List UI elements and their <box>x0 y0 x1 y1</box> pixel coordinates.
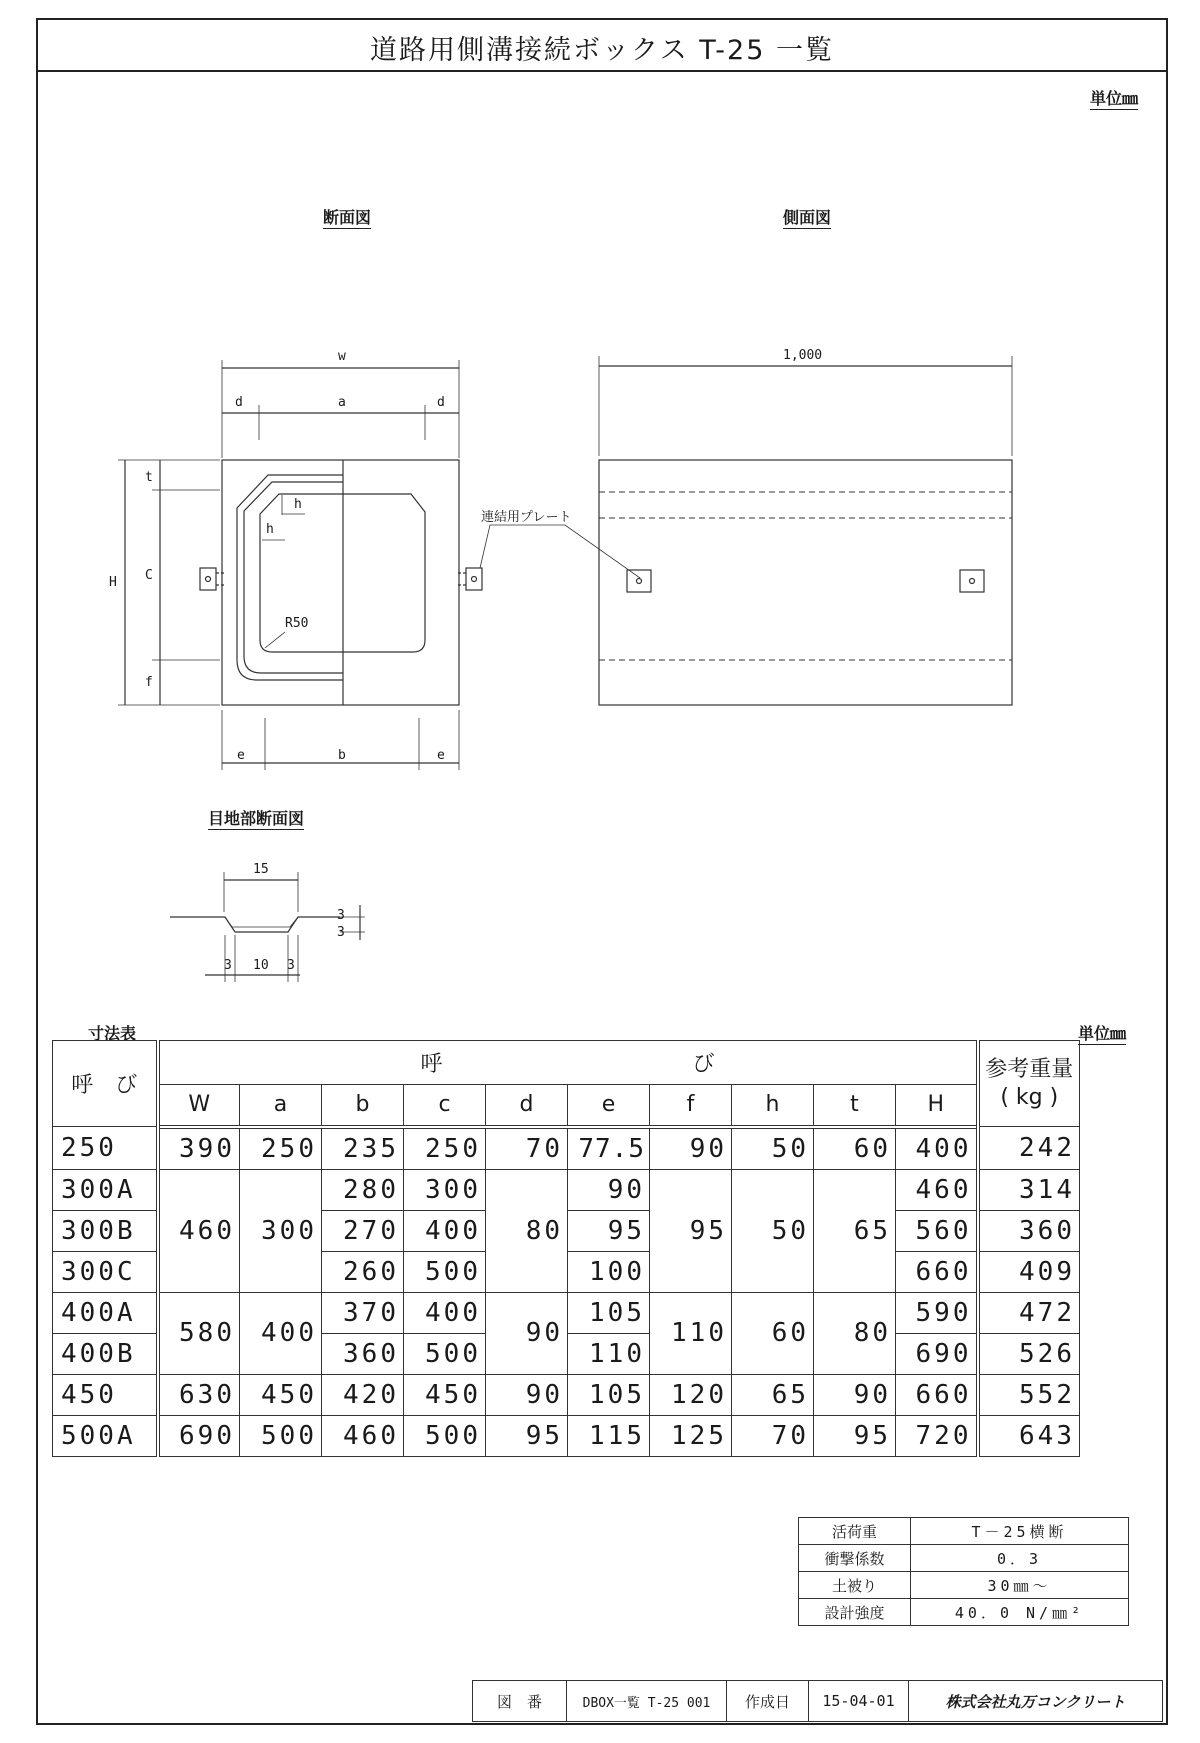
cell-h: 65 <box>732 1374 814 1415</box>
table-unit-label: 単位㎜ <box>1078 1021 1126 1045</box>
cell-H: 400 <box>896 1127 978 1170</box>
cell-d: 70 <box>486 1127 568 1170</box>
dim-t-label: t <box>145 470 153 485</box>
spec-row <box>799 1599 1129 1626</box>
company-name: 株式会社丸万コンクリート <box>909 1681 1163 1722</box>
cell-c: 400 <box>404 1210 486 1251</box>
cell-c: 500 <box>404 1251 486 1292</box>
cell-c: 300 <box>404 1169 486 1210</box>
cell-a: 300 <box>240 1169 322 1292</box>
cell-a: 400 <box>240 1292 322 1374</box>
header-weight: 参考重量 ( kg ) <box>978 1041 1080 1127</box>
col-d: d <box>486 1085 568 1127</box>
cell-t: 60 <box>814 1127 896 1170</box>
joint-dim-3a-label: 3 <box>224 958 232 973</box>
drawing-no-label: 図 番 <box>473 1681 567 1722</box>
col-W: W <box>158 1085 240 1127</box>
joint-dim-3b-label: 3 <box>287 958 295 973</box>
cell-e: 105 <box>568 1374 650 1415</box>
spec-label: 衝撃係数 <box>799 1545 911 1572</box>
cell-H: 460 <box>896 1169 978 1210</box>
cell-b: 420 <box>322 1374 404 1415</box>
spec-label: 設計強度 <box>799 1599 911 1626</box>
cell-c: 400 <box>404 1292 486 1333</box>
connecting-plate-label: 連結用プレート <box>481 510 572 525</box>
dim-h-lower-label: h <box>266 522 274 537</box>
page-title: 道路用側溝接続ボックス T-25 一覧 <box>369 35 834 66</box>
col-h: h <box>732 1085 814 1127</box>
dim-d-right-label: d <box>437 395 445 410</box>
spec-table <box>798 1517 1129 1626</box>
cell-t: 95 <box>814 1415 896 1456</box>
dim-H-label: H <box>109 575 117 590</box>
cell-b: 235 <box>322 1127 404 1170</box>
spec-value: 40．0 N/㎜² <box>911 1599 1129 1626</box>
row-name: 250 <box>53 1127 158 1170</box>
section-view-label: 断面図 <box>323 205 371 229</box>
table-row <box>53 1169 1080 1210</box>
unit-label-top: 単位㎜ <box>1090 86 1138 110</box>
col-a: a <box>240 1085 322 1127</box>
cell-a: 250 <box>240 1127 322 1170</box>
cell-e: 110 <box>568 1333 650 1374</box>
date-value: 15-04-01 <box>809 1681 909 1722</box>
header-group-right: び <box>692 1052 715 1077</box>
dim-h-upper-label: h <box>294 497 302 512</box>
cell-kg: 552 <box>978 1374 1080 1415</box>
cell-e: 95 <box>568 1210 650 1251</box>
joint-dim-15-label: 15 <box>253 862 269 877</box>
cell-b: 370 <box>322 1292 404 1333</box>
row-name: 400A <box>53 1292 158 1333</box>
cell-kg: 360 <box>978 1210 1080 1251</box>
cell-W: 630 <box>158 1374 240 1415</box>
cell-H: 660 <box>896 1374 978 1415</box>
cell-c: 250 <box>404 1127 486 1170</box>
dim-f-label: f <box>145 675 153 690</box>
cell-b: 260 <box>322 1251 404 1292</box>
cell-c: 500 <box>404 1333 486 1374</box>
spec-value: 30㎜～ <box>911 1572 1129 1599</box>
cell-d: 90 <box>486 1292 568 1374</box>
spec-label: 土被り <box>799 1572 911 1599</box>
dim-a-label: a <box>338 395 346 410</box>
cell-h: 50 <box>732 1169 814 1292</box>
side-view-label: 側面図 <box>783 205 831 229</box>
dimension-table <box>52 1040 1080 1457</box>
cell-H: 690 <box>896 1333 978 1374</box>
col-H: H <box>896 1085 978 1127</box>
spec-row <box>799 1518 1129 1545</box>
col-t: t <box>814 1085 896 1127</box>
cell-f: 90 <box>650 1127 732 1170</box>
cell-h: 50 <box>732 1127 814 1170</box>
dim-b-label: b <box>338 748 346 763</box>
cell-kg: 314 <box>978 1169 1080 1210</box>
joint-section-label: 目地部断面図 <box>208 806 304 830</box>
spec-value: T－25横断 <box>911 1518 1129 1545</box>
cell-e: 105 <box>568 1292 650 1333</box>
dim-d-left-label: d <box>235 395 243 410</box>
title-block <box>472 1680 1163 1722</box>
cell-a: 500 <box>240 1415 322 1456</box>
cell-d: 90 <box>486 1374 568 1415</box>
cell-b: 360 <box>322 1333 404 1374</box>
cell-h: 70 <box>732 1415 814 1456</box>
date-label: 作成日 <box>727 1681 809 1722</box>
dim-w-label: w <box>338 349 346 364</box>
cell-a: 450 <box>240 1374 322 1415</box>
cell-W: 690 <box>158 1415 240 1456</box>
cell-t: 80 <box>814 1292 896 1374</box>
cell-b: 270 <box>322 1210 404 1251</box>
cell-b: 460 <box>322 1415 404 1456</box>
row-name: 450 <box>53 1374 158 1415</box>
joint-dim-v3b-label: 3 <box>337 925 345 940</box>
cell-kg: 242 <box>978 1127 1080 1170</box>
col-b: b <box>322 1085 404 1127</box>
cell-kg: 472 <box>978 1292 1080 1333</box>
cell-t: 90 <box>814 1374 896 1415</box>
header-group <box>158 1041 978 1085</box>
cell-e: 90 <box>568 1169 650 1210</box>
cell-e: 77.5 <box>568 1127 650 1170</box>
header-name: 呼 び <box>53 1041 158 1127</box>
cell-h: 60 <box>732 1292 814 1374</box>
cell-c: 500 <box>404 1415 486 1456</box>
dim-r50-label: R50 <box>285 616 309 631</box>
cell-c: 450 <box>404 1374 486 1415</box>
row-name: 300A <box>53 1169 158 1210</box>
cell-H: 660 <box>896 1251 978 1292</box>
dim-e-right-label: e <box>437 748 445 763</box>
dim-length-label: 1,000 <box>783 348 823 363</box>
spec-row <box>799 1545 1129 1572</box>
section-view-drawing <box>118 360 640 770</box>
table-row <box>53 1374 1080 1415</box>
cell-d: 80 <box>486 1169 568 1292</box>
cell-f: 110 <box>650 1292 732 1374</box>
cell-e: 100 <box>568 1251 650 1292</box>
col-c: c <box>404 1085 486 1127</box>
dim-e-left-label: e <box>237 748 245 763</box>
col-f: f <box>650 1085 732 1127</box>
cell-d: 95 <box>486 1415 568 1456</box>
cell-f: 120 <box>650 1374 732 1415</box>
cell-kg: 409 <box>978 1251 1080 1292</box>
cell-t: 65 <box>814 1169 896 1292</box>
table-row <box>53 1292 1080 1333</box>
dim-C-label: C <box>145 568 153 583</box>
col-e: e <box>568 1085 650 1127</box>
cell-W: 460 <box>158 1169 240 1292</box>
row-name: 300B <box>53 1210 158 1251</box>
drawing-no: DBOX一覧 T-25 001 <box>567 1681 727 1722</box>
joint-dim-v3a-label: 3 <box>337 908 345 923</box>
cell-kg: 526 <box>978 1333 1080 1374</box>
cell-f: 95 <box>650 1169 732 1292</box>
joint-dim-10-label: 10 <box>253 958 269 973</box>
cell-b: 280 <box>322 1169 404 1210</box>
header-group-left: 呼 <box>420 1052 443 1077</box>
table-caption: 寸法表 <box>88 1024 137 1043</box>
cell-W: 390 <box>158 1127 240 1170</box>
spec-label: 活荷重 <box>799 1518 911 1545</box>
cell-e: 115 <box>568 1415 650 1456</box>
table-row <box>53 1127 1080 1170</box>
spec-value: 0．3 <box>911 1545 1129 1572</box>
row-name: 400B <box>53 1333 158 1374</box>
row-name: 500A <box>53 1415 158 1456</box>
table-row <box>53 1415 1080 1456</box>
cell-kg: 643 <box>978 1415 1080 1456</box>
row-name: 300C <box>53 1251 158 1292</box>
spec-row <box>799 1572 1129 1599</box>
cell-W: 580 <box>158 1292 240 1374</box>
cell-H: 560 <box>896 1210 978 1251</box>
side-view-drawing <box>599 356 1012 705</box>
cell-f: 125 <box>650 1415 732 1456</box>
cell-H: 590 <box>896 1292 978 1333</box>
cell-H: 720 <box>896 1415 978 1456</box>
